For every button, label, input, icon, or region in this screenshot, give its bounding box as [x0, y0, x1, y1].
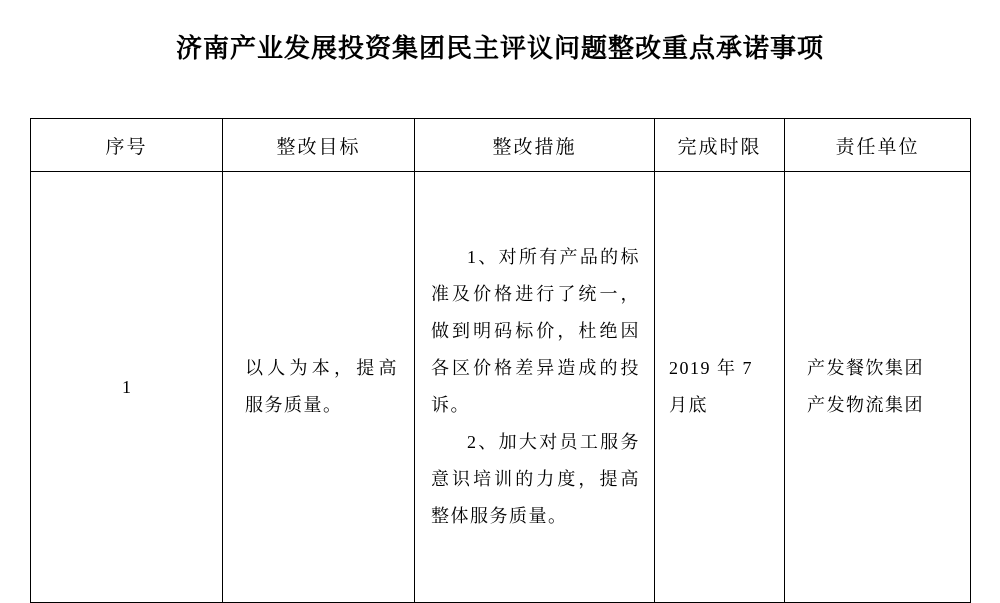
unit-item-2: 产发物流集团	[807, 395, 924, 415]
column-header-goal: 整改目标	[223, 119, 415, 172]
unit-item-1: 产发餐饮集团	[807, 358, 924, 379]
measures-text	[415, 229, 654, 544]
measure-item-2: 2、加大对员工服务意识培训的力度，提高整体服务质量。	[431, 431, 640, 526]
commitment-table	[30, 118, 971, 603]
deadline-text: 2019 年 7 月底	[669, 358, 753, 415]
cell-responsible-unit	[785, 172, 971, 603]
measure-item-1: 1、对所有产品的标准及价格进行了统一，做到明码标价，杜绝因各区价格差异造成的投诉。	[431, 247, 640, 415]
column-header-unit: 责任单位	[785, 119, 971, 172]
column-header-measures: 整改措施	[415, 119, 655, 172]
cell-row-number: 1	[31, 172, 223, 603]
column-header-no: 序号	[31, 119, 223, 172]
page-title: 济南产业发展投资集团民主评议问题整改重点承诺事项	[175, 33, 824, 63]
table-header-row	[31, 119, 971, 172]
cell-goal	[223, 172, 415, 603]
unit-text	[785, 340, 970, 434]
column-header-deadline: 完成时限	[655, 119, 785, 172]
commitment-table-container	[30, 118, 970, 603]
cell-measures	[415, 172, 655, 603]
table-row	[31, 172, 971, 603]
cell-deadline	[655, 172, 785, 603]
goal-text: 以人为本，提高服务质量。	[245, 358, 398, 415]
